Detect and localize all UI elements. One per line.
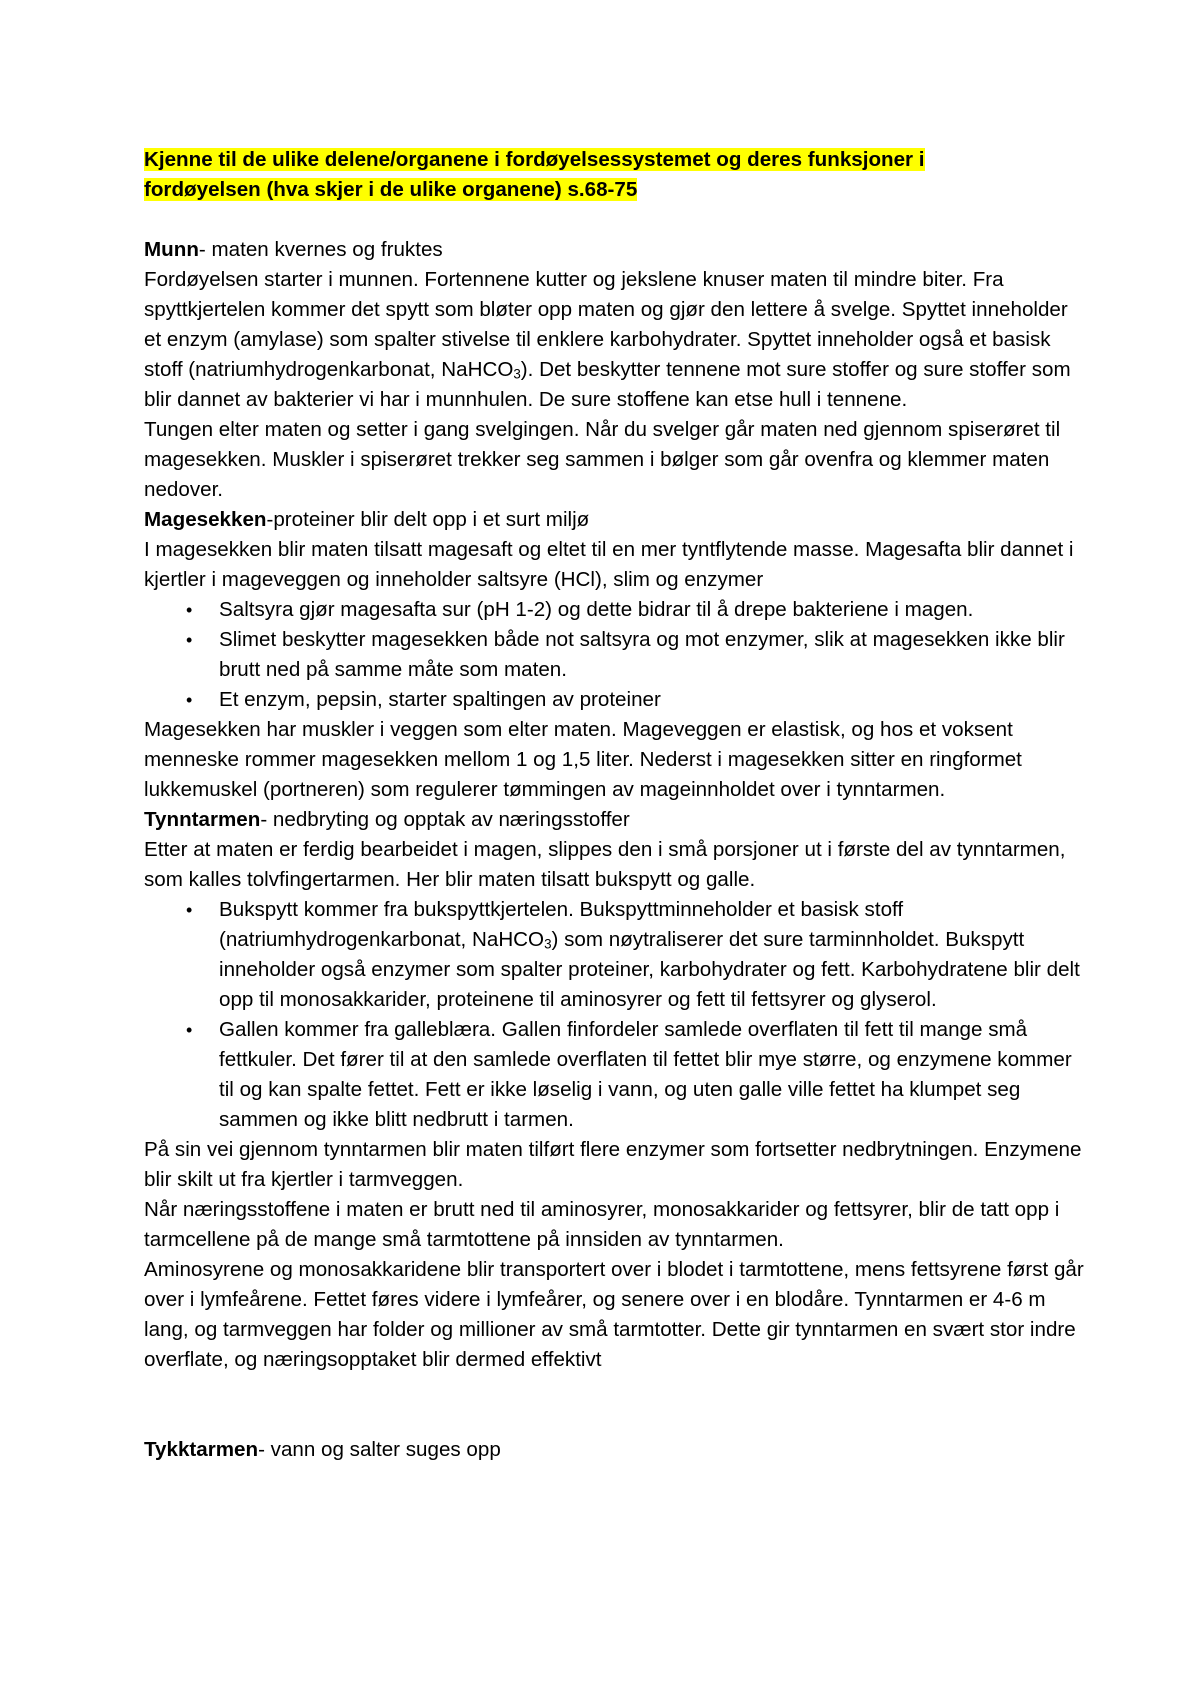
section-heading-tynntarmen [144, 805, 1084, 835]
subtitle-munn: - maten kvernes og fruktes [198, 238, 443, 261]
page-title [144, 145, 1084, 205]
paragraph-tynntarmen-4: Aminosyrene og monosakkaridene blir transportert over i blodet i tarmtottene, mens fettsyrene først går over i lymfeårene. Fettet føres videre i lymfeårer, og senere over i en blodåre. Tynntarmen er 4-6 m lang, og tarmveggen har folder og millioner av små tarmtotter. Dette gir tynntarmen en svært stor indre overflate, og næringsopptaket blir dermed effektivt [144, 1258, 1084, 1371]
paragraph-text: Fordøyelsen starter i munnen. Fortennene kutter og jekslene knuser maten til mindre biter. Fra spyttkjertelen kommer det spytt som bløter opp maten og gjør den lettere å svelge. Spyttet inneholder et enzym (amylase) som spalter stivelse til enklere karbohydrater. Spyttet inneholder også et basisk stoff (natriumhydrogenkarbonat, NaHCO [144, 268, 1068, 381]
paragraph-tynntarmen-1: Etter at maten er ferdig bearbeidet i magen, slippes den i små porsjoner ut i første del av tynntarmen, som kalles tolvfingertarmen. Her blir maten tilsatt bukspytt og galle. [144, 838, 1066, 891]
highlighted-heading-line-2: fordøyelsen (hva skjer i de ulike organene) s.68-75 [144, 178, 638, 201]
subscript: 3 [513, 366, 521, 382]
bullet-icon: • [186, 690, 193, 710]
list-item-text: Gallen kommer fra galleblæra. Gallen finfordeler samlede overflaten til fett til mange små fettkuler. Det fører til at den samlede overflaten til fettet blir mye større, og enzymene kommer til og kan spalte fettet. Fett er ikke løselig i vann, og uten galle ville fettet ha klumpet seg sammen og ikke blitt nedbrutt i tarmen. [219, 1018, 1072, 1131]
paragraph-munn-1 [144, 265, 1084, 415]
highlighted-heading-line-1: Kjenne til de ulike delene/organene i fordøyelsessystemet og deres funksjoner i [144, 148, 925, 171]
term-munn: Munn [144, 238, 199, 261]
bullet-list-tynntarmen [144, 895, 1084, 1135]
spacer [144, 1375, 1084, 1435]
subtitle-magesekken: -proteiner blir delt opp i et surt miljø [266, 508, 590, 531]
list-item [186, 595, 1084, 625]
list-item [186, 1015, 1084, 1135]
document-body [144, 145, 1084, 1465]
bullet-list-magesekken [144, 595, 1084, 715]
subtitle-tykktarmen: - vann og salter suges opp [258, 1438, 501, 1461]
bullet-icon: • [186, 630, 193, 650]
list-item-text: Slimet beskytter magesekken både not saltsyra og mot enzymer, slik at magesekken ikke blir brutt ned på samme måte som maten. [219, 628, 1065, 681]
section-heading-tykktarmen [144, 1435, 1084, 1465]
subscript: 3 [544, 936, 552, 952]
paragraph-tynntarmen-2: På sin vei gjennom tynntarmen blir maten tilført flere enzymer som fortsetter nedbrytningen. Enzymene blir skilt ut fra kjertler i tarmveggen. [144, 1138, 1082, 1191]
paragraph-magesekken-1: I magesekken blir maten tilsatt magesaft og eltet til en mer tyntflytende masse. Magesafta blir dannet i kjertler i mageveggen og inneholder saltsyre (HCl), slim og enzymer [144, 538, 1074, 591]
list-item-text: Et enzym, pepsin, starter spaltingen av proteiner [219, 688, 661, 711]
term-magesekken: Magesekken [144, 508, 267, 531]
list-item [186, 625, 1084, 685]
list-item-text: Saltsyra gjør magesafta sur (pH 1-2) og dette bidrar til å drepe bakteriene i magen. [219, 598, 974, 621]
paragraph-tynntarmen-3: Når næringsstoffene i maten er brutt ned til aminosyrer, monosakkarider og fettsyrer, blir de tatt opp i tarmcellene på de mange små tarmtottene på innsiden av tynntarmen. [144, 1198, 1060, 1251]
bullet-icon: • [186, 900, 193, 920]
paragraph-munn-2: Tungen elter maten og setter i gang svelgingen. Når du svelger går maten ned gjennom spiserøret til magesekken. Muskler i spiserøret trekker seg sammen i bølger som går ovenfra og klemmer maten nedover. [144, 418, 1061, 501]
list-item [186, 895, 1084, 1015]
bullet-icon: • [186, 600, 193, 620]
paragraph-magesekken-2: Magesekken har muskler i veggen som elter maten. Mageveggen er elastisk, og hos et voksent menneske rommer magesekken mellom 1 og 1,5 liter. Nederst i magesekken sitter en ringformet lukkemuskel (portneren) som regulerer tømmingen av mageinnholdet over i tynntarmen. [144, 718, 1022, 801]
section-heading-magesekken [144, 505, 1084, 535]
list-item [186, 685, 1084, 715]
term-tynntarmen: Tynntarmen [144, 808, 261, 831]
section-heading-munn [144, 235, 1084, 265]
paragraph-text: ). Det beskytter tennene mot sure stoffer og sure stoffer som blir dannet av bakterier vi har i munnhulen. De sure stoffene kan etse hull i tennene. [144, 358, 1071, 411]
subtitle-tynntarmen: - nedbryting og opptak av næringsstoffer [260, 808, 630, 831]
list-item-text: Bukspytt kommer fra bukspyttkjertelen. Bukspyttminneholder et basisk stoff (natriumhydrogenkarbonat, NaHCO [219, 898, 904, 951]
list-item-text: ) som nøytraliserer det sure tarminnholdet. Bukspytt inneholder også enzymer som spalter proteiner, karbohydrater og fett. Karbohydratene blir delt opp til monosakkarider, proteinene til aminosyrer og fett til fettsyrer og glyserol. [219, 928, 1080, 1011]
term-tykktarmen: Tykktarmen [144, 1438, 259, 1461]
spacer [144, 205, 1084, 235]
bullet-icon: • [186, 1020, 193, 1040]
